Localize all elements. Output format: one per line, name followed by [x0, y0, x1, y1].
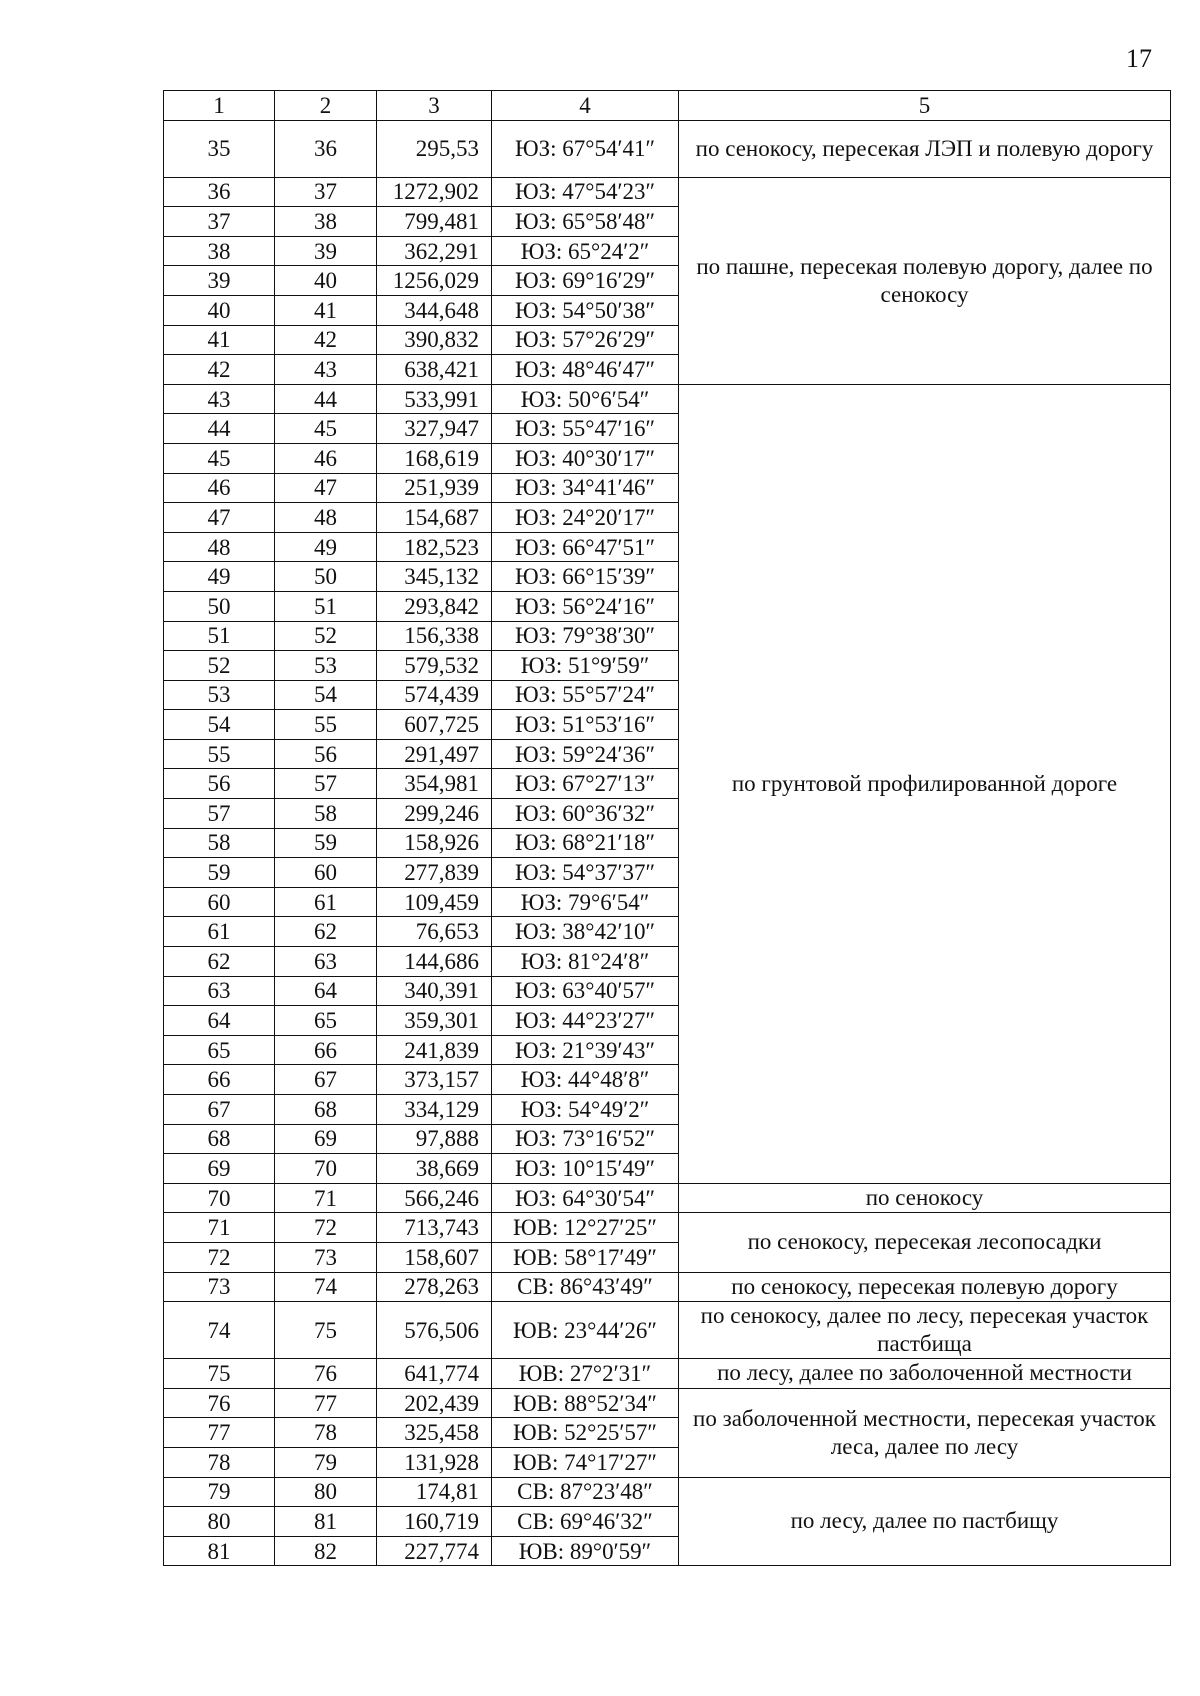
bearing-cell: ЮЗ: 10°15′49″ — [492, 1154, 679, 1184]
table-row — [164, 1359, 1171, 1389]
bearing-cell: ЮЗ: 59°24′36″ — [492, 739, 679, 769]
bearing-cell: ЮЗ: 51°9′59″ — [492, 651, 679, 681]
point-to-cell: 38 — [275, 207, 377, 237]
description-cell: по сенокосу, пересекая лесопосадки — [679, 1213, 1171, 1272]
header-row — [164, 91, 1171, 121]
bearing-cell: ЮЗ: 60°36′32″ — [492, 799, 679, 829]
point-to-cell: 50 — [275, 562, 377, 592]
point-to-cell: 69 — [275, 1124, 377, 1154]
point-from-cell: 41 — [164, 325, 275, 355]
description-cell: по лесу, далее по пастбищу — [679, 1477, 1171, 1566]
bearing-cell: ЮЗ: 65°24′2″ — [492, 236, 679, 266]
point-to-cell: 51 — [275, 591, 377, 621]
length-cell: 533,991 — [377, 384, 492, 414]
length-cell: 327,947 — [377, 414, 492, 444]
bearing-cell: ЮЗ: 63°40′57″ — [492, 976, 679, 1006]
length-cell: 1256,029 — [377, 266, 492, 296]
length-cell: 574,439 — [377, 680, 492, 710]
point-from-cell: 73 — [164, 1272, 275, 1302]
bearing-cell: ЮВ: 58°17′49″ — [492, 1242, 679, 1272]
point-from-cell: 64 — [164, 1006, 275, 1036]
point-from-cell: 75 — [164, 1359, 275, 1389]
point-from-cell: 44 — [164, 414, 275, 444]
point-to-cell: 74 — [275, 1272, 377, 1302]
point-to-cell: 44 — [275, 384, 377, 414]
bearing-cell: ЮЗ: 21°39′43″ — [492, 1035, 679, 1065]
table-row — [164, 1302, 1171, 1359]
bearing-cell: ЮВ: 27°2′31″ — [492, 1359, 679, 1389]
length-cell: 131,928 — [377, 1447, 492, 1477]
point-from-cell: 61 — [164, 917, 275, 947]
point-to-cell: 52 — [275, 621, 377, 651]
point-to-cell: 66 — [275, 1035, 377, 1065]
length-cell: 251,939 — [377, 473, 492, 503]
point-to-cell: 48 — [275, 503, 377, 533]
length-cell: 340,391 — [377, 976, 492, 1006]
table-row — [164, 1213, 1171, 1243]
bearing-cell: ЮЗ: 66°15′39″ — [492, 562, 679, 592]
point-from-cell: 43 — [164, 384, 275, 414]
bearing-cell: ЮВ: 12°27′25″ — [492, 1213, 679, 1243]
point-from-cell: 37 — [164, 207, 275, 237]
point-from-cell: 80 — [164, 1507, 275, 1537]
length-cell: 390,832 — [377, 325, 492, 355]
length-cell: 291,497 — [377, 739, 492, 769]
point-to-cell: 73 — [275, 1242, 377, 1272]
length-cell: 277,839 — [377, 858, 492, 888]
point-to-cell: 43 — [275, 355, 377, 385]
length-cell: 362,291 — [377, 236, 492, 266]
length-cell: 299,246 — [377, 799, 492, 829]
length-cell: 345,132 — [377, 562, 492, 592]
bearing-cell: ЮЗ: 54°49′2″ — [492, 1095, 679, 1125]
bearing-cell: ЮВ: 89°0′59″ — [492, 1536, 679, 1566]
length-cell: 344,648 — [377, 295, 492, 325]
point-to-cell: 40 — [275, 266, 377, 296]
point-from-cell: 40 — [164, 295, 275, 325]
page-number: 17 — [1126, 44, 1152, 73]
header-cell: 3 — [377, 91, 492, 121]
point-to-cell: 82 — [275, 1536, 377, 1566]
length-cell: 241,839 — [377, 1035, 492, 1065]
point-from-cell: 56 — [164, 769, 275, 799]
point-from-cell: 81 — [164, 1536, 275, 1566]
bearing-cell: ЮЗ: 67°27′13″ — [492, 769, 679, 799]
table-row — [164, 120, 1171, 177]
table-row — [164, 177, 1171, 207]
point-from-cell: 77 — [164, 1418, 275, 1448]
point-from-cell: 53 — [164, 680, 275, 710]
point-to-cell: 59 — [275, 828, 377, 858]
length-cell: 202,439 — [377, 1388, 492, 1418]
header-cell: 5 — [679, 91, 1171, 121]
header-cell: 1 — [164, 91, 275, 121]
length-cell: 227,774 — [377, 1536, 492, 1566]
length-cell: 158,926 — [377, 828, 492, 858]
length-cell: 713,743 — [377, 1213, 492, 1243]
point-to-cell: 61 — [275, 887, 377, 917]
length-cell: 76,653 — [377, 917, 492, 947]
length-cell: 325,458 — [377, 1418, 492, 1448]
bearing-cell: СВ: 86°43′49″ — [492, 1272, 679, 1302]
point-from-cell: 66 — [164, 1065, 275, 1095]
point-from-cell: 69 — [164, 1154, 275, 1184]
point-from-cell: 67 — [164, 1095, 275, 1125]
point-to-cell: 55 — [275, 710, 377, 740]
point-to-cell: 49 — [275, 532, 377, 562]
description-cell: по пашне, пересекая полевую дорогу, далее по сенокосу — [679, 177, 1171, 384]
point-to-cell: 42 — [275, 325, 377, 355]
length-cell: 278,263 — [377, 1272, 492, 1302]
table-row — [164, 1183, 1171, 1213]
point-to-cell: 67 — [275, 1065, 377, 1095]
point-to-cell: 80 — [275, 1477, 377, 1507]
point-to-cell: 36 — [275, 120, 377, 177]
point-to-cell: 57 — [275, 769, 377, 799]
point-to-cell: 81 — [275, 1507, 377, 1537]
point-to-cell: 64 — [275, 976, 377, 1006]
point-to-cell: 77 — [275, 1388, 377, 1418]
table-row — [164, 1388, 1171, 1418]
point-to-cell: 37 — [275, 177, 377, 207]
point-from-cell: 65 — [164, 1035, 275, 1065]
point-from-cell: 62 — [164, 947, 275, 977]
table-body — [164, 120, 1171, 1566]
point-from-cell: 38 — [164, 236, 275, 266]
length-cell: 158,607 — [377, 1242, 492, 1272]
bearing-cell: ЮЗ: 67°54′41″ — [492, 120, 679, 177]
description-cell: по сенокосу, далее по лесу, пересекая участок пастбища — [679, 1302, 1171, 1359]
point-to-cell: 76 — [275, 1359, 377, 1389]
point-to-cell: 39 — [275, 236, 377, 266]
point-from-cell: 42 — [164, 355, 275, 385]
bearing-cell: ЮЗ: 54°37′37″ — [492, 858, 679, 888]
description-cell: по сенокосу, пересекая ЛЭП и полевую дорогу — [679, 120, 1171, 177]
point-from-cell: 78 — [164, 1447, 275, 1477]
point-from-cell: 76 — [164, 1388, 275, 1418]
point-from-cell: 36 — [164, 177, 275, 207]
point-from-cell: 57 — [164, 799, 275, 829]
point-from-cell: 58 — [164, 828, 275, 858]
table-row — [164, 384, 1171, 414]
bearing-cell: ЮЗ: 81°24′8″ — [492, 947, 679, 977]
length-cell: 607,725 — [377, 710, 492, 740]
bearing-cell: ЮЗ: 55°57′24″ — [492, 680, 679, 710]
point-from-cell: 47 — [164, 503, 275, 533]
bearing-cell: ЮЗ: 65°58′48″ — [492, 207, 679, 237]
length-cell: 97,888 — [377, 1124, 492, 1154]
bearing-cell: СВ: 69°46′32″ — [492, 1507, 679, 1537]
point-to-cell: 53 — [275, 651, 377, 681]
bearing-cell: ЮЗ: 48°46′47″ — [492, 355, 679, 385]
description-cell: по сенокосу, пересекая полевую дорогу — [679, 1272, 1171, 1302]
point-from-cell: 50 — [164, 591, 275, 621]
point-from-cell: 52 — [164, 651, 275, 681]
point-from-cell: 45 — [164, 443, 275, 473]
boundary-table — [163, 90, 1171, 1566]
bearing-cell: ЮВ: 88°52′34″ — [492, 1388, 679, 1418]
point-to-cell: 54 — [275, 680, 377, 710]
point-from-cell: 63 — [164, 976, 275, 1006]
point-from-cell: 60 — [164, 887, 275, 917]
point-to-cell: 72 — [275, 1213, 377, 1243]
length-cell: 373,157 — [377, 1065, 492, 1095]
point-from-cell: 71 — [164, 1213, 275, 1243]
length-cell: 295,53 — [377, 120, 492, 177]
bearing-cell: ЮЗ: 57°26′29″ — [492, 325, 679, 355]
point-to-cell: 65 — [275, 1006, 377, 1036]
bearing-cell: ЮВ: 23°44′26″ — [492, 1302, 679, 1359]
point-from-cell: 68 — [164, 1124, 275, 1154]
point-from-cell: 49 — [164, 562, 275, 592]
length-cell: 359,301 — [377, 1006, 492, 1036]
point-from-cell: 72 — [164, 1242, 275, 1272]
bearing-cell: ЮЗ: 68°21′18″ — [492, 828, 679, 858]
length-cell: 641,774 — [377, 1359, 492, 1389]
point-to-cell: 58 — [275, 799, 377, 829]
length-cell: 154,687 — [377, 503, 492, 533]
bearing-cell: ЮЗ: 50°6′54″ — [492, 384, 679, 414]
length-cell: 109,459 — [377, 887, 492, 917]
bearing-cell: ЮЗ: 55°47′16″ — [492, 414, 679, 444]
bearing-cell: ЮВ: 52°25′57″ — [492, 1418, 679, 1448]
length-cell: 1272,902 — [377, 177, 492, 207]
bearing-cell: ЮЗ: 38°42′10″ — [492, 917, 679, 947]
point-to-cell: 79 — [275, 1447, 377, 1477]
bearing-cell: ЮЗ: 24°20′17″ — [492, 503, 679, 533]
bearing-cell: ЮЗ: 79°38′30″ — [492, 621, 679, 651]
description-cell: по заболоченной местности, пересекая участок леса, далее по лесу — [679, 1388, 1171, 1477]
bearing-cell: ЮВ: 74°17′27″ — [492, 1447, 679, 1477]
bearing-cell: ЮЗ: 64°30′54″ — [492, 1183, 679, 1213]
length-cell: 293,842 — [377, 591, 492, 621]
point-from-cell: 51 — [164, 621, 275, 651]
bearing-cell: ЮЗ: 40°30′17″ — [492, 443, 679, 473]
point-to-cell: 45 — [275, 414, 377, 444]
point-to-cell: 78 — [275, 1418, 377, 1448]
bearing-cell: ЮЗ: 56°24′16″ — [492, 591, 679, 621]
point-to-cell: 75 — [275, 1302, 377, 1359]
point-from-cell: 54 — [164, 710, 275, 740]
length-cell: 334,129 — [377, 1095, 492, 1125]
point-to-cell: 62 — [275, 917, 377, 947]
point-from-cell: 59 — [164, 858, 275, 888]
bearing-cell: ЮЗ: 66°47′51″ — [492, 532, 679, 562]
length-cell: 144,686 — [377, 947, 492, 977]
point-to-cell: 63 — [275, 947, 377, 977]
bearing-cell: ЮЗ: 47°54′23″ — [492, 177, 679, 207]
bearing-cell: ЮЗ: 69°16′29″ — [492, 266, 679, 296]
length-cell: 579,532 — [377, 651, 492, 681]
length-cell: 638,421 — [377, 355, 492, 385]
point-to-cell: 71 — [275, 1183, 377, 1213]
table-row — [164, 1272, 1171, 1302]
description-cell: по грунтовой профилированной дороге — [679, 384, 1171, 1183]
bearing-cell: ЮЗ: 44°48′8″ — [492, 1065, 679, 1095]
point-from-cell: 48 — [164, 532, 275, 562]
point-to-cell: 47 — [275, 473, 377, 503]
table-row — [164, 1477, 1171, 1507]
description-cell: по лесу, далее по заболоченной местности — [679, 1359, 1171, 1389]
bearing-cell: ЮЗ: 54°50′38″ — [492, 295, 679, 325]
header-cell: 4 — [492, 91, 679, 121]
length-cell: 174,81 — [377, 1477, 492, 1507]
header-cell: 2 — [275, 91, 377, 121]
point-from-cell: 35 — [164, 120, 275, 177]
length-cell: 566,246 — [377, 1183, 492, 1213]
point-from-cell: 39 — [164, 266, 275, 296]
length-cell: 38,669 — [377, 1154, 492, 1184]
point-to-cell: 41 — [275, 295, 377, 325]
point-from-cell: 79 — [164, 1477, 275, 1507]
bearing-cell: ЮЗ: 73°16′52″ — [492, 1124, 679, 1154]
point-from-cell: 46 — [164, 473, 275, 503]
bearing-cell: ЮЗ: 79°6′54″ — [492, 887, 679, 917]
point-from-cell: 55 — [164, 739, 275, 769]
point-to-cell: 60 — [275, 858, 377, 888]
length-cell: 576,506 — [377, 1302, 492, 1359]
bearing-cell: ЮЗ: 51°53′16″ — [492, 710, 679, 740]
length-cell: 156,338 — [377, 621, 492, 651]
length-cell: 160,719 — [377, 1507, 492, 1537]
length-cell: 354,981 — [377, 769, 492, 799]
length-cell: 182,523 — [377, 532, 492, 562]
point-from-cell: 70 — [164, 1183, 275, 1213]
point-to-cell: 68 — [275, 1095, 377, 1125]
length-cell: 168,619 — [377, 443, 492, 473]
point-from-cell: 74 — [164, 1302, 275, 1359]
bearing-cell: ЮЗ: 34°41′46″ — [492, 473, 679, 503]
bearing-cell: СВ: 87°23′48″ — [492, 1477, 679, 1507]
length-cell: 799,481 — [377, 207, 492, 237]
point-to-cell: 56 — [275, 739, 377, 769]
point-to-cell: 46 — [275, 443, 377, 473]
point-to-cell: 70 — [275, 1154, 377, 1184]
bearing-cell: ЮЗ: 44°23′27″ — [492, 1006, 679, 1036]
description-cell: по сенокосу — [679, 1183, 1171, 1213]
